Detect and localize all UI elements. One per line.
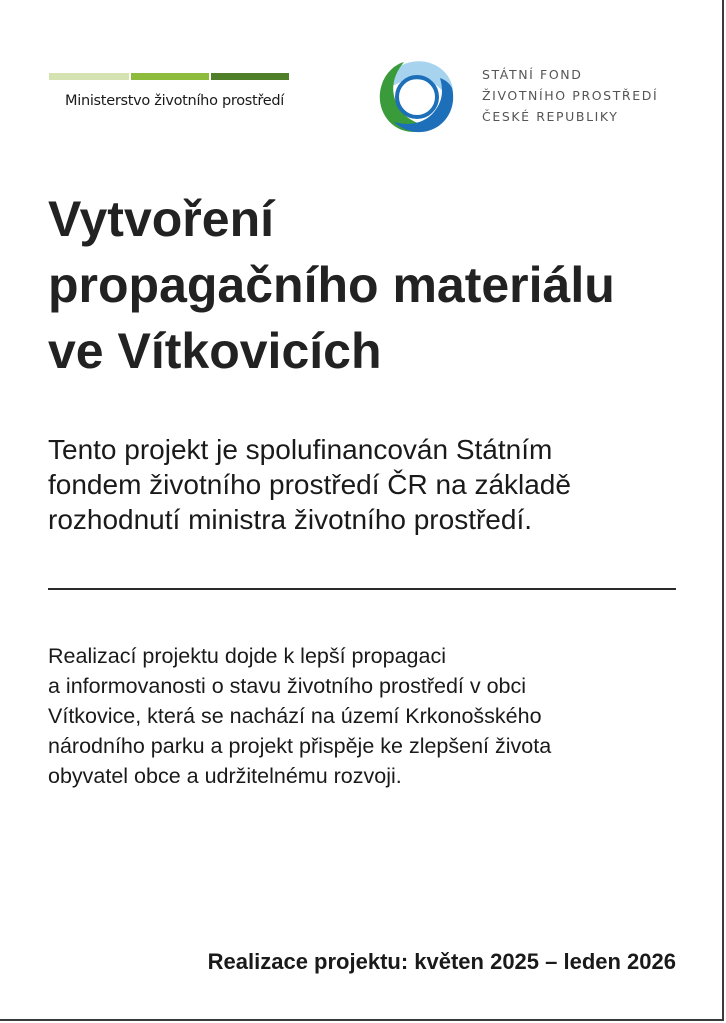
realization-period: Realizace projektu: květen 2025 – leden 2026 (207, 949, 676, 974)
ministry-bar-medium (131, 73, 209, 80)
page-title (48, 186, 708, 384)
ministry-name: Ministerstvo životního prostředí (65, 93, 285, 109)
ministry-logo (49, 73, 289, 109)
fund-name-line: STÁTNÍ FOND (482, 67, 583, 82)
title-line: Vytvoření (48, 191, 275, 247)
ministry-bar-dark (211, 73, 289, 80)
subtitle-line: rozhodnutí ministra životního prostředí. (48, 504, 533, 535)
body-line: obyvatel obce a udržitelnému rozvoji. (48, 764, 402, 788)
fund-name (482, 64, 658, 127)
body-line: a informovanosti o stavu životního prostředí v obci (48, 674, 527, 698)
subtitle-line: Tento projekt je spolufinancován Státním (48, 434, 553, 465)
body-line: Realizací projektu dojde k lepší propagaci (48, 644, 446, 668)
title-line: propagačního materiálu (48, 257, 615, 313)
divider (48, 588, 676, 590)
funding-statement (48, 432, 688, 537)
title-line: ve Vítkovicích (48, 323, 382, 379)
ministry-bar-light (49, 73, 129, 80)
body-line: národního parku a projekt přispěje ke zlepšení života (48, 734, 552, 758)
subtitle-line: fondem životního prostředí ČR na základě (48, 469, 571, 500)
project-description (48, 641, 688, 791)
fund-name-line: ŽIVOTNÍHO PROSTŘEDÍ (482, 88, 659, 103)
fund-emblem-icon (374, 52, 458, 136)
ministry-color-bars (49, 73, 289, 80)
body-line: Vítkovice, která se nachází na území Krkonošského (48, 704, 542, 728)
fund-name-line: ČESKÉ REPUBLIKY (482, 109, 619, 124)
